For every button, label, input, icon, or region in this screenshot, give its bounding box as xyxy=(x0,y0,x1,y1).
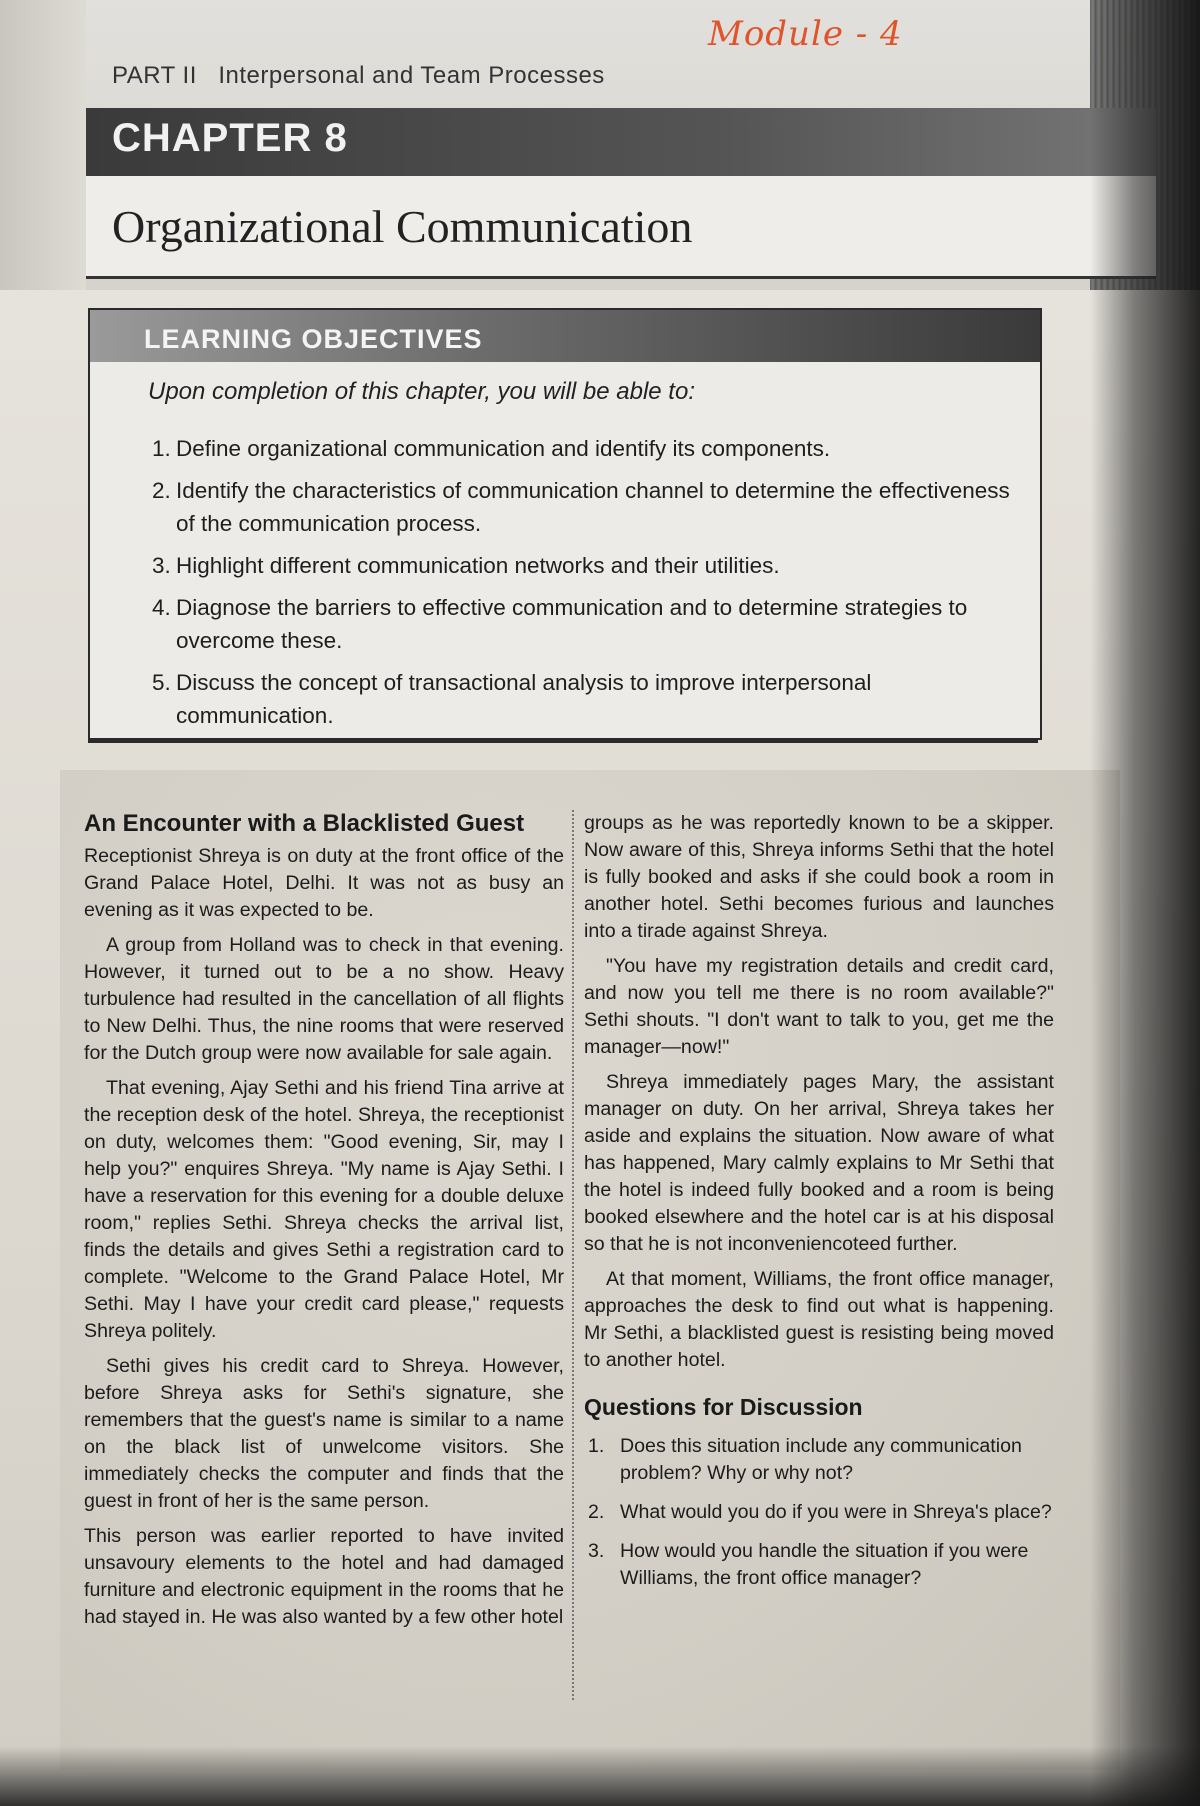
question-number: 2. xyxy=(588,1501,605,1523)
learning-objectives-box xyxy=(88,308,1042,740)
learning-objectives-intro: Upon completion of this chapter, you will be able to: xyxy=(148,378,695,405)
page-spine xyxy=(0,0,86,290)
case-paragraph: Receptionist Shreya is on duty at the front office of the Grand Palace Hotel, Delhi. It was not as busy an evening as it was expected to be. xyxy=(84,845,564,921)
learning-objectives-list xyxy=(152,432,1022,741)
questions-title: Questions for Discussion xyxy=(584,1394,863,1420)
case-paragraph: groups as he was reportedly known to be a skipper. Now aware of this, Shreya informs Sethi that the hotel is fully booked and asks if she could book a room in another hotel. Sethi becomes furious and launches into a tirade against Shreya. xyxy=(584,812,1054,942)
question-text: What would you do if you were in Shreya's place? xyxy=(620,1501,1052,1523)
case-study-title: An Encounter with a Blacklisted Guest xyxy=(84,810,525,837)
learning-objectives-title: LEARNING OBJECTIVES xyxy=(144,324,483,354)
objective-item xyxy=(152,549,1022,582)
case-paragraph: "You have my registration details and credit card, and now you tell me there is no room available?" Sethi shouts. "I don't want to talk to you, get me the manager—now!" xyxy=(584,955,1054,1058)
case-study-left-column xyxy=(84,810,564,1639)
handwritten-note: Module - 4 xyxy=(708,14,903,54)
objective-item xyxy=(152,591,1022,657)
objective-number: 2. xyxy=(152,478,171,503)
case-paragraph: That evening, Ajay Sethi and his friend Tina arrive at the reception desk of the hotel. Shreya, the receptionist on duty, welcomes them: "Good evening, Sir, may I help you?" enquires Shreya. "My name is Ajay Sethi. I have a reservation for this evening for a double deluxe room," replies Sethi. Shreya checks the arrival list, finds the details and gives Sethi a registration card to complete. "Welcome to the Grand Palace Hotel, Mr Sethi. May I have your credit card please," requests Shreya politely. xyxy=(84,1077,564,1342)
objective-number: 4. xyxy=(152,595,171,620)
bottom-shadow xyxy=(0,1746,1200,1806)
objective-text: Discuss the concept of transactional analysis to improve interpersonal communication. xyxy=(176,670,872,728)
question-item xyxy=(584,1433,1054,1487)
objective-number: 3. xyxy=(152,553,171,578)
question-item xyxy=(584,1499,1054,1526)
question-text: How would you handle the situation if you were Williams, the front office manager? xyxy=(620,1540,1029,1589)
objective-text: Identify the characteristics of communication channel to determine the effectiveness of the communication process. xyxy=(176,478,1010,536)
section-divider xyxy=(88,738,1038,743)
objective-text: Diagnose the barriers to effective communication and to determine strategies to overcome these. xyxy=(176,595,968,653)
objective-item xyxy=(152,666,1022,732)
question-text: Does this situation include any communication problem? Why or why not? xyxy=(620,1435,1022,1484)
objective-number: 1. xyxy=(152,436,171,461)
objective-item xyxy=(152,432,1022,465)
questions-list xyxy=(584,1433,1054,1592)
objective-number: 5. xyxy=(152,670,171,695)
chapter-label: CHAPTER 8 xyxy=(112,116,348,160)
binding-shadow xyxy=(1090,0,1200,1806)
chapter-title: Organizational Communication xyxy=(112,201,693,252)
case-paragraph: A group from Holland was to check in that evening. However, it turned out to be a no show. Heavy turbulence had resulted in the cancellation of all flights to New Delhi. Thus, the nine rooms that were reserved for the Dutch group were now available for sale again. xyxy=(84,934,564,1064)
objective-text: Highlight different communication networks and their utilities. xyxy=(176,553,780,578)
case-paragraph: At that moment, Williams, the front office manager, approaches the desk to find out what is happening. Mr Sethi, a blacklisted guest is resisting being moved to another hotel. xyxy=(584,1268,1054,1371)
case-study-right-column xyxy=(584,810,1054,1604)
question-item xyxy=(584,1538,1054,1592)
column-divider xyxy=(572,810,574,1700)
case-paragraph: This person was earlier reported to have invited unsavoury elements to the hotel and had damaged furniture and electronic equipment in the rooms that he had stayed in. He was also wanted by a few other hotel xyxy=(84,1525,564,1628)
part-label: PART II Interpersonal and Team Processes xyxy=(112,62,605,89)
question-number: 1. xyxy=(588,1435,605,1457)
case-paragraph: Sethi gives his credit card to Shreya. However, before Shreya asks for Sethi's signature, she remembers that the guest's name is similar to a name on the black list of unwelcome visitors. She immediately checks the computer and finds that the guest in front of her is the same person. xyxy=(84,1355,564,1512)
question-number: 3. xyxy=(588,1540,605,1562)
objective-text: Define organizational communication and identify its components. xyxy=(176,436,831,461)
case-paragraph: Shreya immediately pages Mary, the assistant manager on duty. On her arrival, Shreya takes her aside and explains the situation. Now aware of what has happened, Mary calmly explains to Mr Sethi that the hotel is indeed fully booked and a room is being booked elsewhere and the hotel car is at his disposal so that he is not inconveniencoteed further. xyxy=(584,1071,1054,1255)
objective-item xyxy=(152,474,1022,540)
